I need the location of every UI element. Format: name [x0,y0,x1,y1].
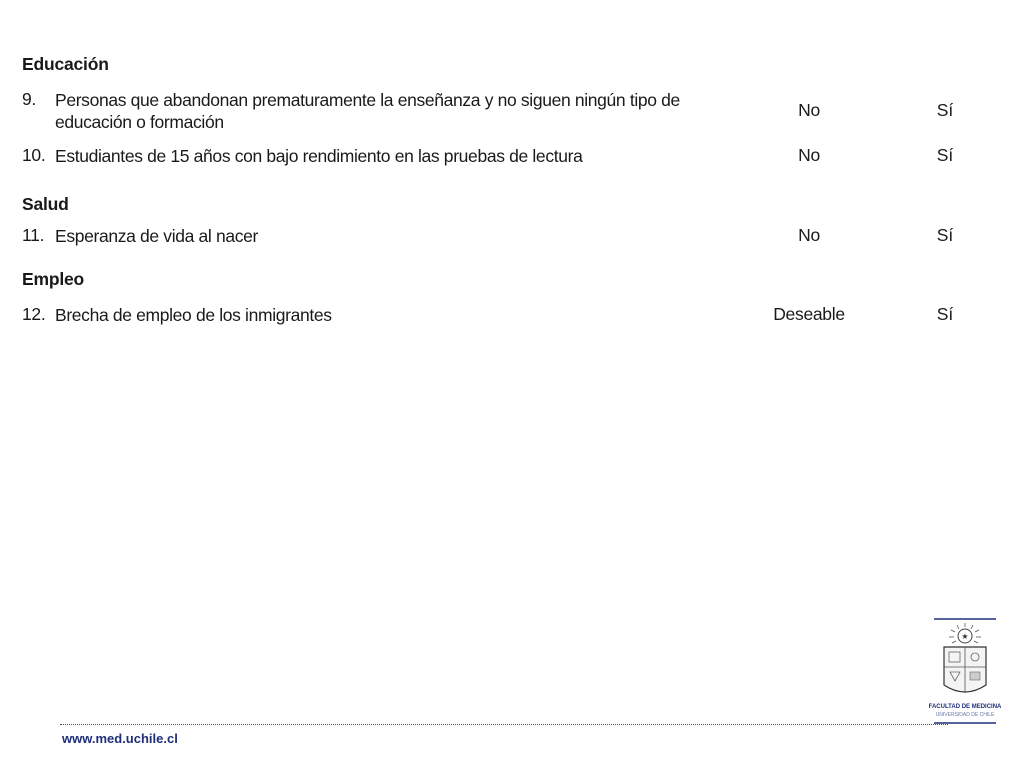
row-value-col2: Sí [936,100,954,120]
footer-url-link[interactable]: www.med.uchile.cl [62,731,178,746]
logo-caption-faculty: FACULTAD DE MEDICINA [928,704,1002,710]
row-description: Esperanza de vida al nacer [55,226,258,246]
section-heading-health: Salud [22,194,69,214]
row-number: 10. [22,145,46,165]
svg-text:★: ★ [961,632,969,641]
logo-caption-university: UNIVERSIDAD DE CHILE [935,712,995,718]
row-description: Personas que abandonan prematuramente la enseñanza y no siguen ningún tipo de educación o formación [55,90,680,132]
row-value-col1: No [798,100,820,120]
row-value-col1: Deseable [773,304,845,324]
row-number: 9. [22,89,36,109]
row-description: Brecha de empleo de los inmigrantes [55,305,332,325]
row-value-col2: Sí [936,145,954,165]
row-number: 12. [22,304,46,324]
section-heading-education: Educación [22,54,109,74]
row-value-col2: Sí [936,304,954,324]
row-value-col1: No [798,225,820,245]
section-heading-employment: Empleo [22,269,85,289]
row-number: 11. [22,225,45,245]
row-value-col1: No [798,145,820,165]
row-description: Estudiantes de 15 años con bajo rendimiento en las pruebas de lectura [55,146,583,166]
footer-divider [60,724,948,725]
row-value-col2: Sí [936,225,954,245]
